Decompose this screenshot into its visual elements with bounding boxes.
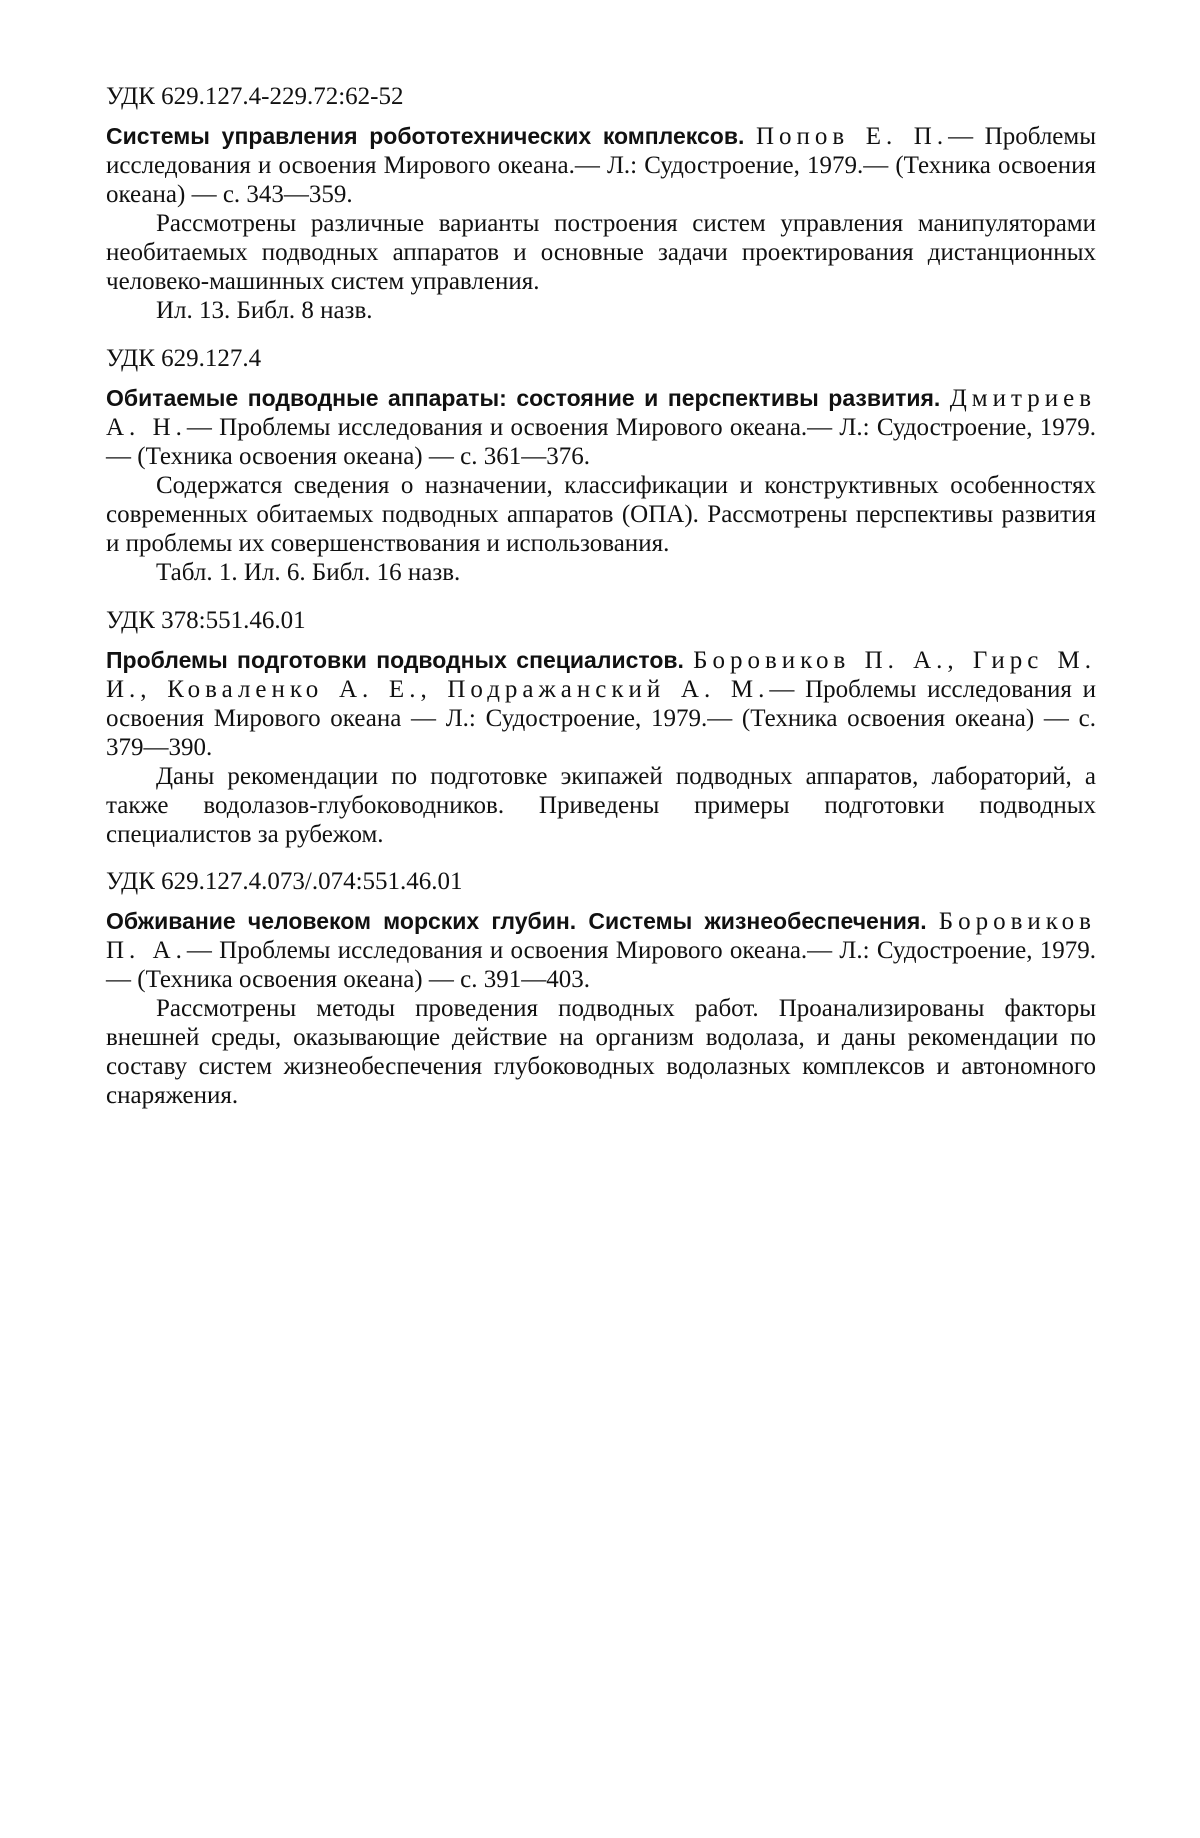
- entry-source: — Проблемы исследования и освоения Мирового океана — Л.: Судостроение, 1979.— (Техника освоения океана) — с. 379—390.: [106, 676, 1096, 761]
- entry-title: Системы управления робототехнических комплексов.: [106, 123, 745, 149]
- udc-code: УДК 378:551.46.01: [106, 607, 306, 634]
- udc-code: УДК 629.127.4-229.72:62-52: [106, 83, 404, 110]
- abstract-text: Рассмотрены методы проведения подводных работ. Проанализированы факторы внешней среды, оказывающие действие на организм водолаза, и даны рекомендации по составу систем жизнеобеспечения глубоководных водолазных комплексов и автономного снаряжения.: [106, 995, 1096, 1109]
- entry-title: Проблемы подготовки подводных специалистов.: [106, 647, 684, 673]
- abstract-entry-4: [106, 867, 1096, 1110]
- citation: [106, 646, 1096, 762]
- illustrations-note: Ил. 13. Библ. 8 назв.: [156, 297, 373, 324]
- entry-source: — Проблемы исследования и освоения Мирового океана.— Л.: Судостроение, 1979.— (Техника освоения океана) — с. 391—403.: [106, 937, 1096, 993]
- illustrations-note: Табл. 1. Ил. 6. Библ. 16 назв.: [156, 559, 461, 586]
- entry-authors: Боровиков П. А.: [106, 908, 1096, 964]
- udc-code: УДК 629.127.4: [106, 345, 262, 372]
- entry-source: — Проблемы исследования и освоения Мирового океана.— Л.: Судостроение, 1979.— (Техника освоения океана) — с. 361—376.: [106, 414, 1096, 470]
- abstract-entry-2: [106, 344, 1096, 588]
- entry-authors: Дмитриев А. Н.: [106, 385, 1096, 441]
- citation: [106, 122, 1096, 209]
- document-page: [106, 82, 1096, 1128]
- abstract-text: Содержатся сведения о назначении, классификации и конструктивных особенностях современных обитаемых подводных аппаратов (ОПА). Рассмотрены перспективы развития и проблемы их совершенствования и использования.: [106, 472, 1096, 557]
- entry-authors: Боровиков П. А., Гирс М. И., Коваленко А. Е., Подражанский А. М.: [106, 647, 1096, 703]
- entry-authors: Попов Е. П.: [755, 123, 949, 150]
- abstract-entry-3: [106, 606, 1096, 849]
- citation: [106, 907, 1096, 994]
- abstract-entry-1: [106, 82, 1096, 326]
- citation: [106, 384, 1096, 471]
- entry-source: — Проблемы исследования и освоения Мирового океана.— Л.: Судостроение, 1979.— (Техника освоения океана) — с. 343—359.: [106, 123, 1097, 208]
- entry-title: Обживание человеком морских глубин. Системы жизнеобеспечения.: [106, 908, 927, 934]
- entry-title: Обитаемые подводные аппараты: состояние и перспективы развития.: [106, 385, 941, 411]
- udc-code: УДК 629.127.4.073/.074:551.46.01: [106, 868, 463, 895]
- abstract-text: Даны рекомендации по подготовке экипажей подводных аппаратов, лабораторий, а также водолазов-глубоководников. Приведены примеры подготовки подводных специалистов за рубежом.: [106, 763, 1096, 848]
- abstract-text: Рассмотрены различные варианты построения систем управления манипуляторами необитаемых подводных аппаратов и основные задачи проектирования дистанционных человеко-машинных систем управления.: [106, 210, 1096, 295]
